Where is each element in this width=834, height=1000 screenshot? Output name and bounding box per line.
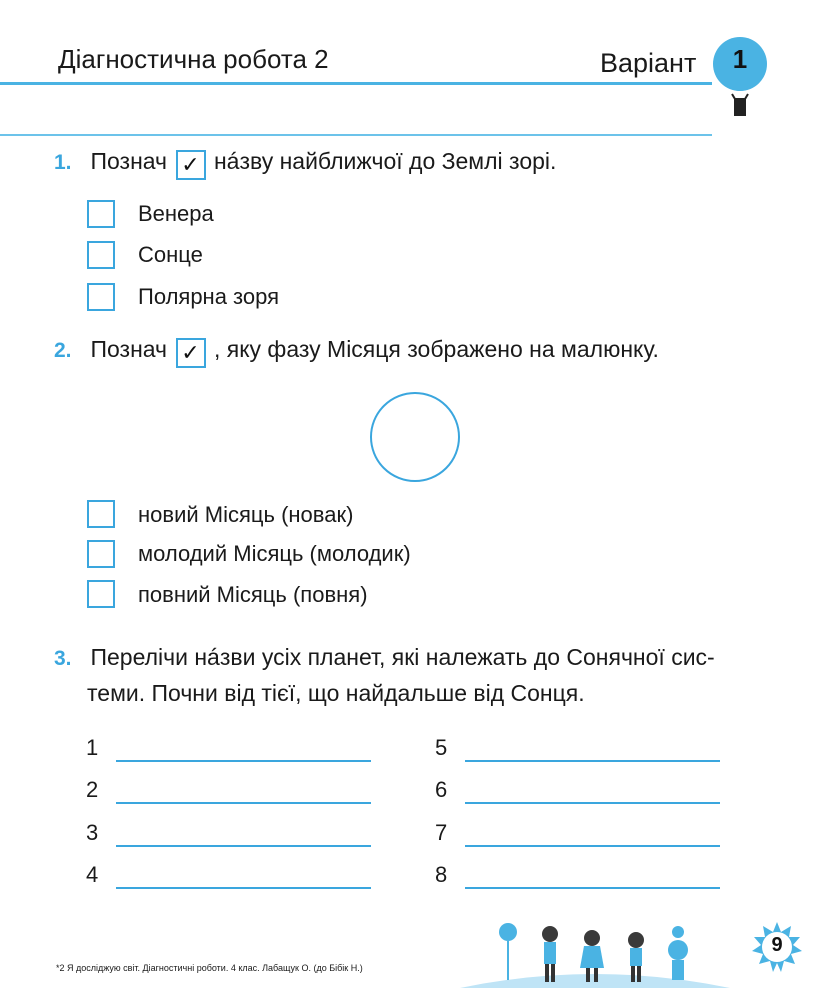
question-text-before: Познач bbox=[90, 336, 168, 362]
checkbox-option[interactable] bbox=[87, 540, 115, 568]
question-number: 1. bbox=[54, 151, 72, 174]
option-label: новий Місяць (новак) bbox=[138, 502, 354, 527]
question-text-after: , яку фазу Місяця зображено на малюнку. bbox=[213, 336, 659, 362]
variant-balloon-icon bbox=[708, 36, 772, 136]
page-number-badge bbox=[750, 920, 804, 974]
question-number: 3. bbox=[54, 647, 72, 670]
checkbox-option[interactable] bbox=[87, 580, 115, 608]
option-label: Сонце bbox=[138, 242, 203, 267]
moon-phase-image bbox=[370, 392, 460, 482]
checkbox-option[interactable] bbox=[87, 200, 115, 228]
question-text-after: нáзву найближчої до Землі зорі. bbox=[213, 148, 557, 174]
children-icon bbox=[460, 910, 730, 990]
question-1 bbox=[54, 148, 774, 180]
question-number: 2. bbox=[54, 339, 72, 362]
checkbox-option[interactable] bbox=[87, 241, 115, 269]
answer-slot-number: 4 bbox=[86, 862, 99, 887]
variant-number: 1 bbox=[732, 44, 748, 74]
answer-line[interactable] bbox=[116, 887, 371, 889]
variant-label: Варіант bbox=[600, 48, 697, 78]
question-text-line-1: Перелічи нáзви усіх планет, які належать до Сонячної сис- bbox=[90, 644, 715, 670]
option-label: молодий Місяць (молодик) bbox=[138, 541, 411, 566]
header-rule bbox=[0, 82, 712, 85]
answer-slot-number: 6 bbox=[435, 777, 448, 802]
check-mark-icon: ✓ bbox=[176, 338, 206, 368]
page-title: Діагностична робота 2 bbox=[58, 44, 329, 74]
question-text-line-2: теми. Почни від тієї, що найдальше від Сонця. bbox=[87, 680, 585, 706]
answer-line[interactable] bbox=[465, 845, 720, 847]
footer-note: *2 Я досліджую світ. Діагностичні роботи. 4 клас. Лабащук О. (до Бібік Н.) bbox=[56, 963, 363, 973]
option-label: Полярна зоря bbox=[138, 284, 280, 309]
answer-line[interactable] bbox=[465, 887, 720, 889]
answer-slot-number: 2 bbox=[86, 777, 99, 802]
question-3 bbox=[54, 644, 794, 671]
answer-slot-number: 5 bbox=[435, 735, 448, 760]
question-text-before: Познач bbox=[90, 148, 168, 174]
checkbox-option[interactable] bbox=[87, 500, 115, 528]
children-illustration bbox=[460, 910, 730, 990]
checkbox-option[interactable] bbox=[87, 283, 115, 311]
answer-line[interactable] bbox=[116, 802, 371, 804]
check-mark-icon: ✓ bbox=[176, 150, 206, 180]
answer-slot-number: 1 bbox=[86, 735, 99, 760]
question-2 bbox=[54, 336, 794, 368]
page-number: 9 bbox=[771, 934, 783, 956]
option-label: Венера bbox=[138, 201, 214, 226]
answer-slot-number: 7 bbox=[435, 820, 448, 845]
answer-line[interactable] bbox=[465, 760, 720, 762]
answer-line[interactable] bbox=[116, 760, 371, 762]
answer-line[interactable] bbox=[116, 845, 371, 847]
answer-slot-number: 8 bbox=[435, 862, 448, 887]
answer-slot-number: 3 bbox=[86, 820, 99, 845]
header-rule-lower bbox=[0, 134, 712, 136]
option-label: повний Місяць (повня) bbox=[138, 582, 368, 607]
answer-line[interactable] bbox=[465, 802, 720, 804]
